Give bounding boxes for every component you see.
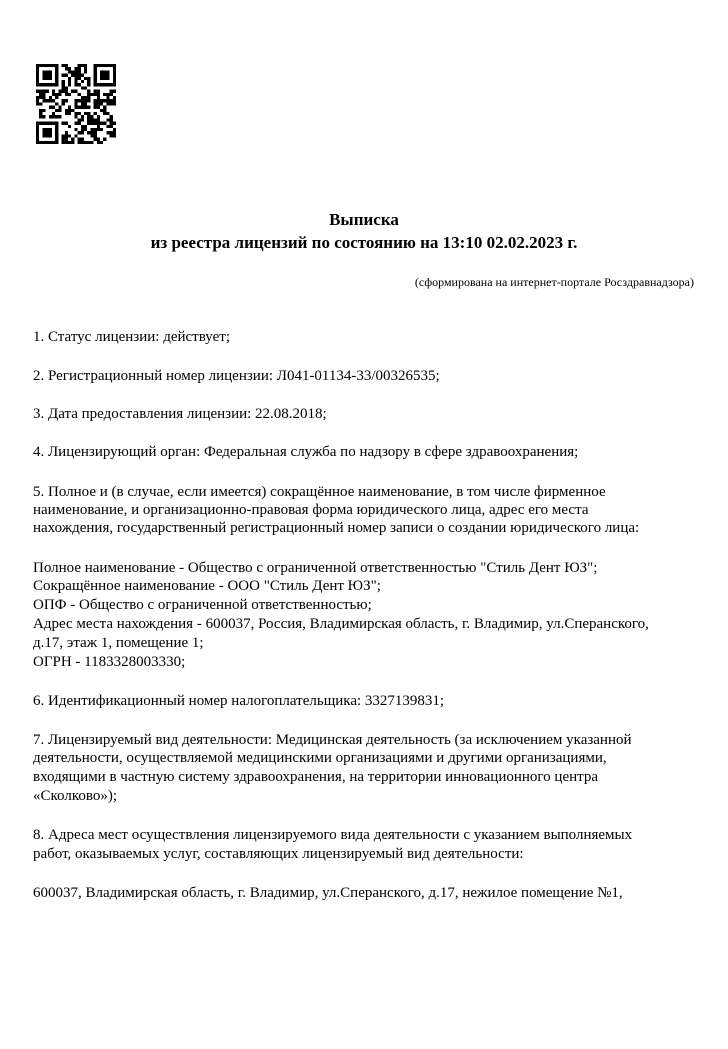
- activity-line: входящими в частную систему здравоохранения, на территории инновационного центра: [33, 769, 599, 785]
- license-status: 1. Статус лицензии: действует;: [33, 329, 230, 345]
- activity-line: 7. Лицензируемый вид деятельности: Медицинская деятельность (за исключением указанной: [33, 732, 632, 748]
- generated-note: (сформирована на интернет-портале Росздравнадзора): [414, 275, 694, 289]
- registration-number: 2. Регистрационный номер лицензии: Л041-01134-33/00326535;: [33, 368, 440, 384]
- ogrn: ОГРН - 1183328003330;: [33, 654, 186, 670]
- licensing-authority: 4. Лицензирующий орган: Федеральная служба по надзору в сфере здравоохранения;: [33, 444, 579, 460]
- legal-form: ОПФ - Общество с ограниченной ответственностью;: [33, 597, 372, 613]
- section-8-line: 8. Адреса мест осуществления лицензируемого вида деятельности с указанием выполняемых: [33, 827, 633, 843]
- qr-code-icon: [36, 64, 116, 144]
- activity-line: «Сколково»);: [33, 788, 117, 804]
- section-5-line: нахождения, государственный регистрационный номер записи о создании юридического лица:: [33, 520, 640, 536]
- legal-address-cont: д.17, этаж 1, помещение 1;: [33, 635, 204, 651]
- section-5-line: наименование, и организационно-правовая форма юридического лица, адрес его места: [33, 502, 589, 518]
- section-5-line: 5. Полное и (в случае, если имеется) сокращённое наименование, в том числе фирменное: [33, 484, 606, 500]
- document-subtitle: из реестра лицензий по состоянию на 13:10 02.02.2023 г.: [150, 233, 578, 252]
- full-name: Полное наименование - Общество с ограниченной ответственностью "Стиль Дент ЮЗ";: [33, 560, 598, 576]
- document-title: Выписка: [329, 210, 399, 229]
- section-8-line: работ, оказываемых услуг, составляющих лицензируемый вид деятельности:: [33, 846, 524, 862]
- short-name: Сокращённое наименование - ООО "Стиль Дент ЮЗ";: [33, 578, 381, 594]
- legal-address: Адрес места нахождения - 600037, Россия, Владимирская область, г. Владимир, ул.Сперанского,: [33, 616, 649, 632]
- issue-date: 3. Дата предоставления лицензии: 22.08.2018;: [33, 406, 327, 422]
- activity-address: 600037, Владимирская область, г. Владимир, ул.Сперанского, д.17, нежилое помещение №1,: [33, 885, 623, 901]
- inn: 6. Идентификационный номер налогоплательщика: 3327139831;: [33, 693, 445, 709]
- activity-line: деятельности, осуществляемой медицинскими организациями и другими организациями,: [33, 750, 607, 766]
